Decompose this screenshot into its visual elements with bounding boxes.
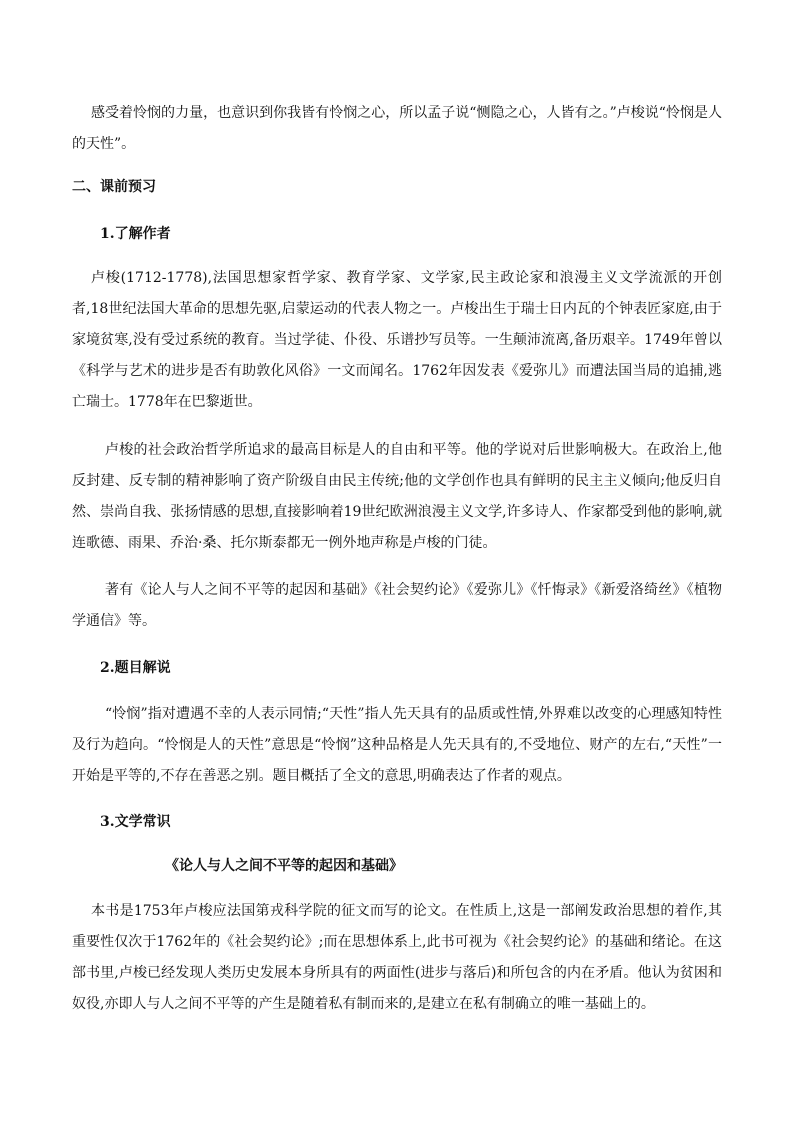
author-bio-paragraph: 卢梭(1712-1778),法国思想家哲学家、教育学家、文学家,民主政论家和浪漫主义文学流派的开创者,18世纪法国大革命的思想先驱,启蒙运动的代表人物之一。卢梭出生于瑞士日内瓦的个钟表匠家庭,由于家境贫寒,没有受过系统的教育。当过学徒、仆役、乐谱抄写员等。一生颠沛流离,备历艰辛。1749年曾以《科学与艺术的进步是否有助敦化风俗》一文而闻名。1762年因发表《爱弥儿》而遭法国当局的追捕,逃亡瑞士。1778年在巴黎逝世。 — [72, 270, 722, 410]
subheading-literary: 3.文学常识 — [100, 814, 171, 830]
intro-paragraph: 感受着怜悯的力量，也意识到你我皆有怜悯之心，所以孟子说“恻隐之心，人皆有之。”卢梭说“怜悯是人的天性”。 — [72, 105, 722, 152]
author-works-paragraph: 著有《论人与人之间不平等的起因和基础》《社会契约论》《爱弥儿》《忏悔录》《新爱洛绮丝》《植物学通信》等。 — [72, 582, 722, 629]
subheading-about-author: 1.了解作者 — [100, 226, 171, 242]
title-explain-paragraph: “怜悯”指对遭遇不幸的人表示同情;“天性”指人先天具有的品质或性情,外界难以改变的心理感知特性及行为趋向。“怜悯是人的天性”意思是“怜悯”这种品格是人先天具有的,不受地位、财产的左右,“天性”一开始是平等的,不存在善恶之别。题目概括了全文的意思,明确表达了作者的观点。 — [72, 706, 722, 784]
book-description-paragraph: 本书是1753年卢梭应法国第戎科学院的征文而写的论文。在性质上,这是一部阐发政治思想的着作,其重要性仅次于1762年的《社会契约论》;而在思想体系上,此书可视为《社会契约论》的基础和绪论。在这部书里,卢梭已经发现人类历史发展本身所具有的两面性(进步与落后)和所包含的内在矛盾。他认为贫困和奴役,亦即人与人之间不平等的产生是随着私有制而来的,是建立在私有制确立的唯一基础上的。 — [72, 903, 722, 1012]
section-heading: 二、课前预习 — [72, 179, 156, 195]
subheading-title-explain: 2.题目解说 — [100, 660, 171, 676]
book-title: 《论人与人之间不平等的起因和基础》 — [165, 858, 403, 874]
author-influence-paragraph: 卢梭的社会政治哲学所追求的最高目标是人的自由和平等。他的学说对后世影响极大。在政治上,他反封建、反专制的精神影响了资产阶级自由民主传统;他的文学创作也具有鲜明的民主主义倾向;他反归自然、崇尚自我、张扬情感的思想,直接影响着19世纪欧洲浪漫主义文学,许多诗人、作家都受到他的影响,就连歌德、雨果、乔治·桑、托尔斯泰都无一例外地声称是卢梭的门徒。 — [72, 442, 722, 551]
